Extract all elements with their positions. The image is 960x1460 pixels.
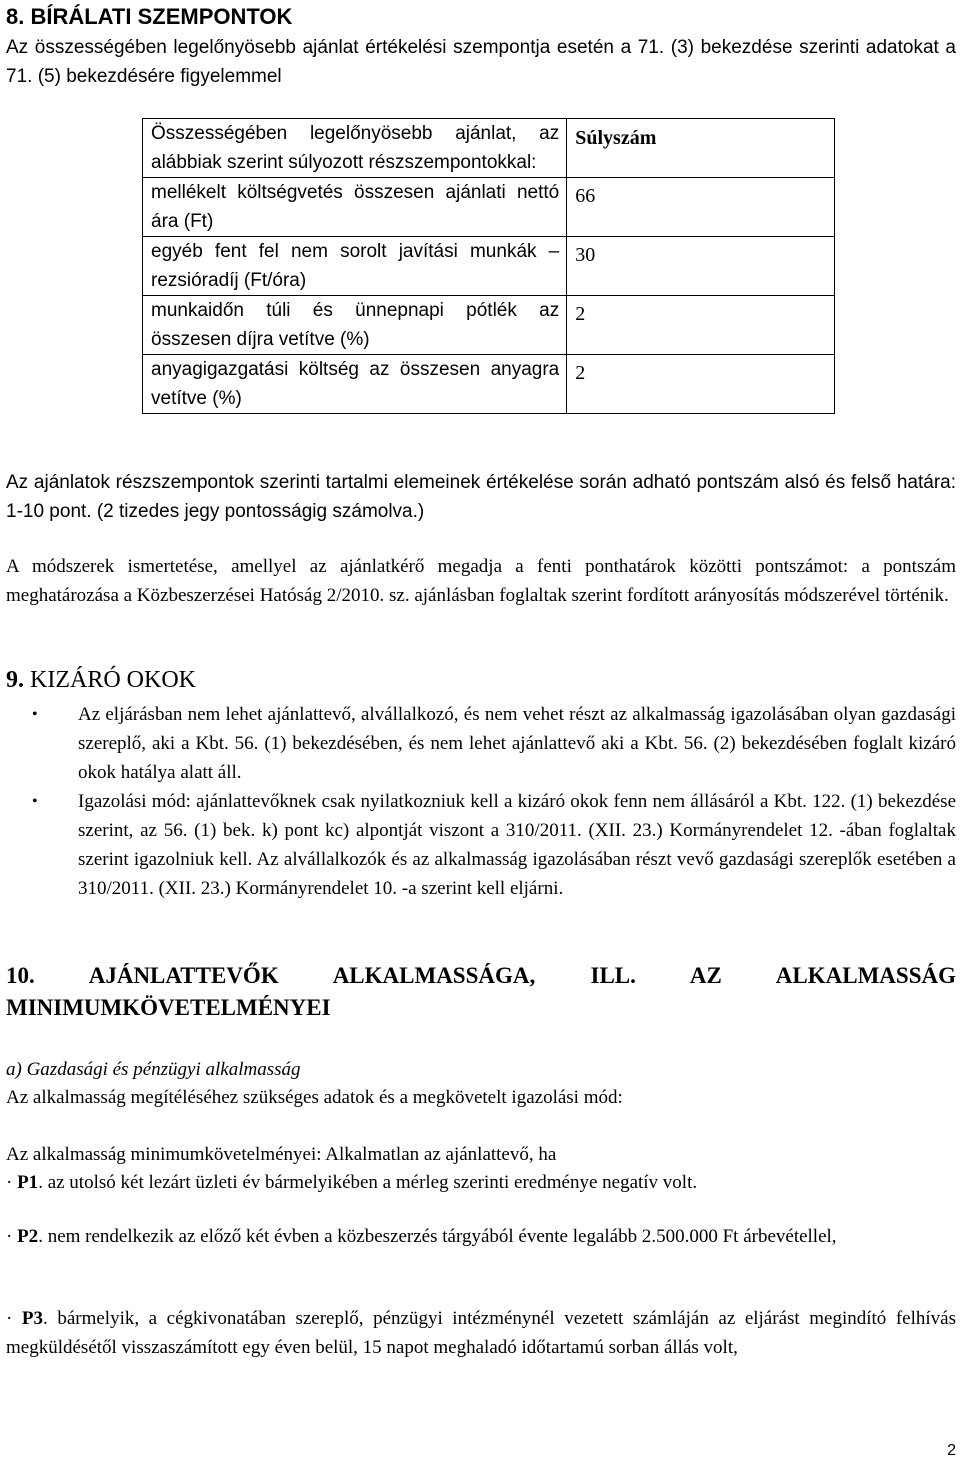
criterion-label: anyagigazgatási költség az összesen anyagra vetítve (%) bbox=[143, 355, 567, 414]
criterion-label: munkaidőn túli és ünnepnapi pótlék az összesen díjra vetítve (%) bbox=[143, 296, 567, 355]
list-item bbox=[6, 700, 956, 787]
section-8-intro: Az összességében legelőnyösebb ajánlat értékelési szempontja esetén a 71. (3) bekezdése szerinti adatokat a 71. (5) bekezdésére figyelemmel bbox=[6, 37, 956, 87]
section-9-number: 9. bbox=[6, 667, 24, 693]
list-item-text: Az eljárásban nem lehet ajánlattevő, alvállalkozó, és nem vehet részt az alkalmasság igazolásában olyan gazdasági szereplő, aki a Kbt. 56. (1) bekezdésében, és nem lehet ajánlattevő aki a Kbt. 56. (2) bekezdésében foglalt kizáró okok hatálya alatt áll. bbox=[78, 704, 956, 783]
item-prefix: · bbox=[6, 1308, 22, 1329]
minimum-requirements-line: Az alkalmasság minimumkövetelményei: Alkalmatlan az ajánlattevő, ha bbox=[6, 1144, 557, 1165]
item-text: . nem rendelkezik az előző két évben a közbeszerzés tárgyából évente legalább 2.500.000 Ft árbevétellel, bbox=[38, 1226, 837, 1247]
item-prefix: · bbox=[6, 1226, 18, 1247]
requirement-p1 bbox=[6, 1168, 956, 1197]
requirement-p3 bbox=[6, 1304, 956, 1362]
evaluation-criteria-table bbox=[142, 118, 835, 414]
criterion-label: egyéb fent fel nem sorolt javítási munkák – rezsióradíj (Ft/óra) bbox=[143, 237, 567, 296]
table-row bbox=[143, 296, 835, 355]
item-text: . az utolsó két lezárt üzleti év bármelyikében a mérleg szerinti eredménye negatív volt. bbox=[38, 1172, 698, 1193]
criterion-weight: 30 bbox=[567, 237, 835, 296]
section-9-heading bbox=[6, 666, 196, 695]
item-text: . bármelyik, a cégkivonatában szereplő, pénzügyi intézménynél vezetett számláján az eljárást megindító felhívás megküldésétől visszaszámított egy éven belül, 15 napot meghaladó időtartamú sorban állás volt, bbox=[6, 1308, 956, 1358]
bullet-icon: • bbox=[32, 706, 38, 723]
assessment-data-line: Az alkalmasság megítéléséhez szükséges adatok és a megkövetelt igazolási mód: bbox=[6, 1087, 623, 1108]
requirement-p2 bbox=[6, 1222, 956, 1251]
section-8-heading: 8. BÍRÁLATI SZEMPONTOK bbox=[6, 4, 293, 29]
item-label: P3 bbox=[21, 1308, 44, 1329]
scoring-range-paragraph: Az ajánlatok részszempontok szerinti tartalmi elemeinek értékelése során adható pontszám alsó és felső határa: 1-10 pont. (2 tizedes jegy pontosságig számolva.) bbox=[6, 472, 956, 522]
subsection-a-heading: a) Gazdasági és pénzügyi alkalmasság bbox=[6, 1059, 301, 1080]
table-header-criteria: Összességében legelőnyösebb ajánlat, az alábbiak szerint súlyozott részszempontokkal: bbox=[143, 119, 567, 178]
table-row bbox=[143, 178, 835, 237]
exclusion-grounds-list bbox=[6, 700, 956, 903]
criterion-weight: 2 bbox=[567, 296, 835, 355]
table-row bbox=[143, 237, 835, 296]
bullet-icon: • bbox=[32, 793, 38, 810]
item-label: P1 bbox=[17, 1172, 39, 1193]
table-row bbox=[143, 355, 835, 414]
table-header-row bbox=[143, 119, 835, 178]
page-number: 2 bbox=[947, 1442, 956, 1459]
table-header-weight: Súlyszám bbox=[567, 119, 835, 178]
item-prefix: · bbox=[6, 1172, 18, 1193]
item-label: P2 bbox=[17, 1226, 39, 1247]
section-9-title: KIZÁRÓ OKOK bbox=[30, 667, 196, 693]
list-item-text: Igazolási mód: ajánlattevőknek csak nyilatkozniuk kell a kizáró okok fenn nem állásáról a Kbt. 122. (1) bekezdése szerint, az 56. (1) bek. k) pont kc) alpontját viszont a 310/2011. (XII. 23.) Kormányrendelet 12. -ában foglaltak szerint igazolniuk kell. Az alvállalkozók és az alkalmasság igazolásában részt vevő gazdasági szereplők esetében a 310/2011. (XII. 23.) Kormányrendelet 10. -a szerint kell eljárni. bbox=[78, 791, 956, 899]
criterion-weight: 2 bbox=[567, 355, 835, 414]
list-item bbox=[6, 787, 956, 903]
criterion-label: mellékelt költségvetés összesen ajánlati nettó ára (Ft) bbox=[143, 178, 567, 237]
section-10-heading: 10. AJÁNLATTEVŐK ALKALMASSÁGA, ILL. AZ ALKALMASSÁG MINIMUMKÖVETELMÉNYEI bbox=[6, 963, 956, 1020]
scoring-method-paragraph: A módszerek ismertetése, amellyel az ajánlatkérő megadja a fenti ponthatárok közötti pontszámot: a pontszám meghatározása a Közbeszerzései Hatóság 2/2010. sz. ajánlásban foglaltak szerint fordított arányosítás módszerével történik. bbox=[6, 556, 956, 606]
criterion-weight: 66 bbox=[567, 178, 835, 237]
